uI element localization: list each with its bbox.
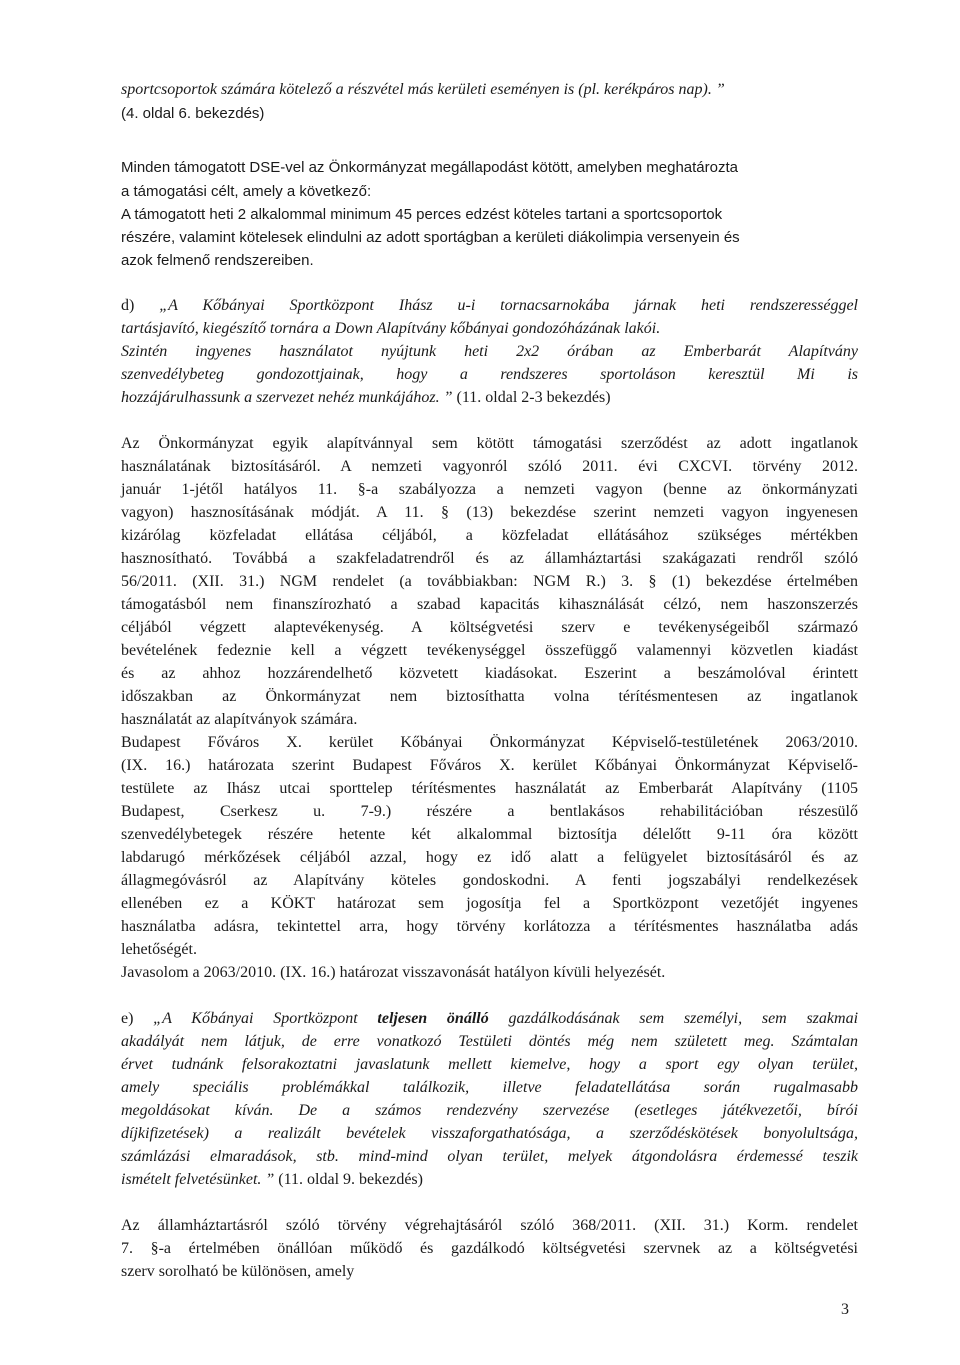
- text-segment: használatának biztosításáról. A nemzeti vagyonról szóló 2011. évi CXCVI. törvény 2012.: [121, 458, 858, 475]
- text-segment: megoldásokat kíván. De a számos rendezvény szervezése (esetleges játékvezetői, bírói: [121, 1102, 858, 1119]
- text-line: [121, 1239, 858, 1259]
- text-line: [121, 1216, 858, 1236]
- text-line: [121, 549, 858, 569]
- text-line: [121, 342, 858, 362]
- text-segment: időszakban az Önkormányzat nem biztosíthatta volna térítésmentesen az ingatlanok: [121, 688, 858, 705]
- text-segment: lehetőségét.: [121, 941, 197, 958]
- text-line: [121, 526, 858, 546]
- text-line: [121, 1147, 858, 1167]
- text-segment: (11. oldal 2-3 bekezdés): [452, 389, 611, 406]
- text-line: [121, 802, 858, 822]
- text-segment: testülete az Ihász utcai sporttelep térítésmentes használatát az Emberbarát Alapítvány (1105: [121, 780, 858, 797]
- text-line: [121, 182, 371, 202]
- text-line: [121, 1101, 858, 1121]
- text-line: [121, 365, 858, 385]
- text-line: [121, 963, 665, 983]
- text-line: [121, 158, 738, 178]
- text-line: [121, 756, 858, 776]
- text-segment: kizárólag közfeladat ellátása céljából, a közfeladat ellátásához szükséges mértékben: [121, 527, 858, 544]
- text-segment: számlázási elmaradások, stb. mind-mind olyan terület, melyek átgondolásra érdemessé teszik: [121, 1148, 858, 1165]
- text-segment: e): [121, 1010, 154, 1027]
- text-segment: labdarugó mérkőzések céljából azzal, hogy ez idő alatt a felügyelet biztosításáról és az: [121, 849, 858, 866]
- text-segment: Budapest Főváros X. kerület Kőbányai Önkormányzat Képviselő-testületének 2063/2010.: [121, 734, 858, 751]
- text-segment: Minden támogatott DSE-vel az Önkormányzat megállapodást kötött, amelyben meghatározta: [121, 159, 738, 176]
- text-segment: amely speciális problémákkal találkozik, illetve feladatellátása során rugalmasabb: [121, 1079, 858, 1096]
- text-line: [121, 917, 858, 937]
- text-segment: céljából végzett alaptevékenység. A költségvetési szerv e tevékenységeiből származó: [121, 619, 858, 636]
- text-segment: (IX. 16.) határozata szerint Budapest Főváros X. kerület Kőbányai Önkormányzat Képviselő-: [121, 757, 858, 774]
- text-segment: akadályát nem látjuk, de erre vonatkozó Testületi döntés még nem született meg. Számtalan: [121, 1033, 858, 1050]
- text-line: [121, 434, 858, 454]
- text-segment: Az államháztartásról szóló törvény végrehajtásáról szóló 368/2011. (XII. 31.) Korm. rendelet: [121, 1217, 858, 1234]
- text-segment: sportcsoportok számára kötelező a részvétel más kerületi eseményen is (pl. kerékpáros nap). ”: [121, 81, 725, 98]
- text-segment: szenvedélybetegek részére hetente két alkalommal biztosítja délelőtt 9-11 óra között: [121, 826, 858, 843]
- text-line: [121, 457, 858, 477]
- text-line: [121, 503, 858, 523]
- text-line: [121, 618, 858, 638]
- text-segment: és az ahhoz hozzárendelhető közvetett kiadásokat. Eszerint a beszámolóval érintett: [121, 665, 858, 682]
- text-segment: 7. §-a értelmében önállóan működő és gazdálkodó költségvetési szervnek az a költségvetési: [121, 1240, 858, 1257]
- text-segment: szerv sorolható be különösen, amely: [121, 1263, 355, 1280]
- text-segment: „A Kőbányai Sportközpont: [153, 1010, 378, 1027]
- text-line: [121, 104, 264, 124]
- text-line: [121, 894, 858, 914]
- text-line: [121, 1262, 354, 1282]
- text-segment: Budapest, Cserkesz u. 7-9.) részére a bentlakásos rehabilitációban részesülő: [121, 803, 858, 820]
- text-segment: részére, valamint kötelesek elindulni az adott sportágban a kerületi diákolimpia versenyein és: [121, 229, 740, 246]
- text-segment: A támogatott heti 2 alkalommal minimum 45 perces edzést köteles tartani a sportcsoportok: [121, 206, 723, 223]
- text-segment: Javasolom a 2063/2010. (IX. 16.) határozat visszavonását hatályon kívüli helyezését.: [121, 964, 666, 981]
- text-segment: ismételt felvetésünket. ”: [121, 1171, 275, 1188]
- text-segment: bevételének fedeznie kell a végzett tevékenységgel összefüggő valamennyi közvetlen kiadást: [121, 642, 858, 659]
- text-segment: hasznosítható. Továbbá a szakfeladatrendről és az államháztartási szakágazati rendről szóló: [121, 550, 858, 567]
- text-line: [121, 1055, 858, 1075]
- text-segment: d): [121, 297, 160, 314]
- text-line: [121, 733, 858, 753]
- text-segment: ellenében ez a KÖKT határozat sem jogosítja fel a Sportközpont vezetőjét ingyenes: [121, 895, 858, 912]
- text-line: [121, 848, 858, 868]
- text-segment: Az Önkormányzat egyik alapítvánnyal sem kötött támogatási szerződést az adott ingatlanok: [121, 435, 858, 452]
- text-segment: (4. oldal 6. bekezdés): [121, 105, 265, 122]
- page-number: 3: [841, 1301, 849, 1318]
- text-line: [121, 710, 357, 730]
- text-segment: január 1-jétől hatályos 11. §-a szabályozza a nemzeti vagyon (benne az önkormányzati: [121, 481, 858, 498]
- text-line: [121, 228, 740, 248]
- text-line: [121, 871, 858, 891]
- text-line: [121, 251, 314, 271]
- text-segment: szenvedélybeteg gondozottjainak, hogy a rendszeres sportoláson keresztül Mi is: [121, 366, 858, 383]
- text-segment: gazdálkodásának sem személyi, sem szakmai: [488, 1010, 859, 1027]
- text-segment: (11. oldal 9. bekezdés): [274, 1171, 423, 1188]
- text-segment: teljesen önálló: [377, 1010, 489, 1027]
- text-segment: díjkifizetések) a realizált bevételek visszaforgathatósága, a szerződéskötések bonyolultsága,: [121, 1125, 858, 1142]
- text-segment: 56/2011. (XII. 31.) NGM rendelet (a továbbiakban: NGM R.) 3. § (1) bekezdése értelmében: [121, 573, 858, 590]
- text-segment: használatba adásra, tekintettel arra, hogy törvény korlátozza a térítésmentes használatba adás: [121, 918, 858, 935]
- text-line: [121, 825, 858, 845]
- text-line: [121, 940, 197, 960]
- text-segment: érvet tudnánk felsorakoztatni javaslatunk mellett kiemelve, hogy a sport egy olyan terület,: [121, 1056, 858, 1073]
- text-line: [121, 1170, 423, 1190]
- text-line: [121, 1124, 858, 1144]
- text-segment: használatát az alapítványok számára.: [121, 711, 358, 728]
- text-line: [121, 80, 725, 100]
- text-segment: a támogatási célt, amely a következő:: [121, 183, 372, 200]
- text-segment: állagmegóvásról az Alapítvány köteles gondoskodni. A fenti jogszabályi rendelkezések: [121, 872, 858, 889]
- text-segment: támogatásból nem finanszírozható a szabad kapacitás kihasználását célzó, nem haszonszerzés: [121, 596, 858, 613]
- text-line: [121, 779, 858, 799]
- text-line: [121, 641, 858, 661]
- text-line: [121, 1078, 858, 1098]
- text-segment: vagyon) hasznosításának módját. A 11. § (13) bekezdése szerint nemzeti vagyon ingyenesen: [121, 504, 858, 521]
- text-line: [121, 319, 660, 339]
- text-line: [121, 595, 858, 615]
- text-line: [121, 1009, 858, 1029]
- text-segment: „A Kőbányai Sportközpont Ihász u-i tornacsarnokába járnak heti rendszerességgel: [159, 297, 858, 314]
- text-line: [121, 572, 858, 592]
- text-segment: tartásjavító, kiegészítő tornára a Down Alapítvány kőbányai gondozóházának lakói.: [121, 320, 661, 337]
- text-line: [121, 687, 858, 707]
- text-line: [121, 480, 858, 500]
- text-line: [121, 664, 858, 684]
- text-segment: hozzájárulhassunk a szervezet nehéz munkájához. ”: [121, 389, 453, 406]
- text-line: [121, 205, 722, 225]
- text-segment: azok felmenő rendszereiben.: [121, 252, 314, 269]
- text-segment: Szintén ingyenes használatot nyújtunk heti 2x2 órában az Emberbarát Alapítvány: [121, 343, 858, 360]
- text-line: [121, 388, 611, 408]
- text-line: [121, 296, 858, 316]
- text-line: [121, 1032, 858, 1052]
